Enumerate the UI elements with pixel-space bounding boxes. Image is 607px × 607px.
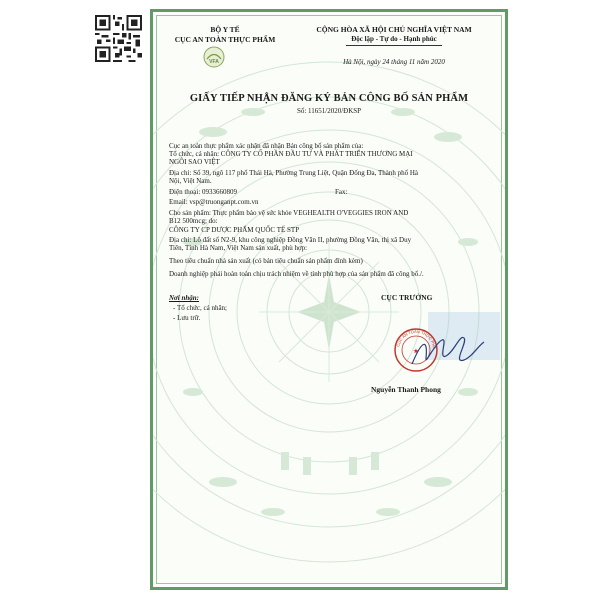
- address-line-1: Địa chỉ: Số 39, ngõ 117 phố Thái Hà, Phường Trung Liệt, Quận Đống Đa, Thành phố Hà: [169, 169, 419, 177]
- nation-motto: Độc lập - Tự do - Hạnh phúc: [351, 35, 437, 43]
- responsibility-text: Doanh nghiệp phải hoàn toàn chịu trách nhiệm về tính phù hợp của sản phẩm đã công bố./.: [169, 270, 424, 278]
- recipient-item: - Lưu trữ.: [173, 314, 201, 322]
- document-number: Số: 11651/2020/ĐKSP: [296, 107, 362, 115]
- qr-code-icon: [95, 15, 142, 62]
- certificate-frame: [150, 9, 508, 590]
- ministry-name: BỘ Y TẾ: [210, 25, 240, 34]
- department-name: CỤC AN TOÀN THỰC PHẨM: [174, 35, 276, 44]
- signer-name: Nguyễn Thanh Phong: [371, 385, 441, 394]
- standard-text: Theo tiêu chuẩn nhà sản xuất (có bản tiêu chuẩn sản phẩm đính kèm): [169, 257, 363, 265]
- date-line: Hà Nội, ngày 24 tháng 11 năm 2020: [343, 58, 445, 66]
- address-line-2: Nội, Việt Nam.: [169, 177, 212, 185]
- document-title: GIẤY TIẾP NHẬN ĐĂNG KÝ BẢN CÔNG BỐ SẢN PHẨM: [189, 93, 469, 104]
- seal-text: CỤC AN TOÀN THỰC PHẨ: [395, 328, 438, 350]
- recipient-item: - Tổ chức, cá nhân;: [173, 304, 228, 312]
- svg-text:VFA: VFA: [209, 59, 219, 65]
- svg-text:★: ★: [413, 349, 419, 355]
- vfa-logo-icon: [203, 46, 225, 68]
- manufacturer-name: CÔNG TY CP DƯỢC PHẨM QUỐC TẾ STP: [169, 226, 300, 234]
- email-text: Email: vsp@truonganpt.com.vn: [169, 198, 259, 206]
- organization-line-2: NGÔI SAO VIỆT: [169, 158, 220, 166]
- fax-text: Fax:: [335, 188, 348, 196]
- nation-name: CỘNG HÒA XÃ HỘI CHỦ NGHĨA VIỆT NAM: [316, 25, 472, 34]
- intro-text: Cục an toàn thực phẩm xác nhận đã nhận Bản công bố sản phẩm của:: [169, 142, 364, 150]
- product-line-1: Cho sản phẩm: Thực phẩm bảo vệ sức khỏe VEGHEALTH O'VEGGIES IRON AND: [169, 209, 409, 217]
- phone-text: Điện thoại: 0933660809: [169, 188, 238, 196]
- product-line-2: B12 500mcg; do:: [169, 217, 218, 225]
- recipients-heading: Nơi nhận:: [169, 294, 200, 302]
- manufacturer-address-line-1: Địa chỉ: Lô đất số N2-9, khu công nghiệp Đồng Văn II, phường Đồng Văn, thị xã Duy: [169, 236, 412, 244]
- signer-title: CỤC TRƯỞNG: [381, 293, 433, 302]
- manufacturer-address-line-2: Tiên, Tỉnh Hà Nam, Việt Nam sản xuất, phù hợp:: [169, 244, 308, 252]
- organization-line-1: Tổ chức, cá nhân: CÔNG TY CỔ PHẦN ĐẦU TƯ VÀ PHÁT TRIỂN THƯƠNG MẠI: [169, 150, 413, 158]
- handwritten-signature: [408, 330, 488, 372]
